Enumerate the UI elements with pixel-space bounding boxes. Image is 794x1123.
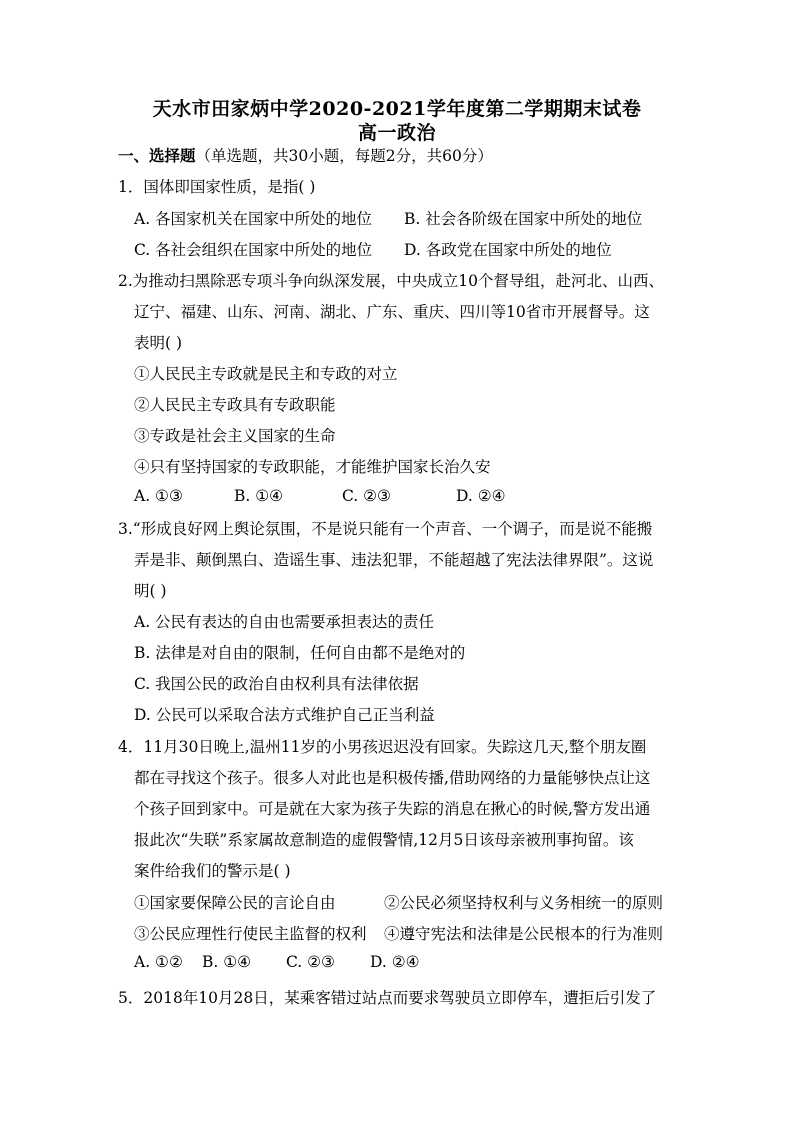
q3-option-d: D. 公民可以采取合法方式维护自己正当利益	[134, 706, 435, 724]
q3-stem-line3: 明( )	[134, 582, 167, 600]
q2-option-c: C. ②③	[342, 487, 391, 505]
q4-statements-row2	[134, 922, 694, 944]
q3-stem-line1: 3.“形成良好网上舆论氛围，不是说只能有一个声音、一个调子，而是说不能搬	[118, 520, 653, 538]
q1-stem: 1．国体即国家性质，是指( )	[118, 178, 316, 196]
q2-statement-2: ②人民民主专政具有专政职能	[134, 396, 336, 414]
q2-stem-line2: 辽宁、福建、山东、河南、湖北、广东、重庆、四川等10省市开展督导。这	[134, 303, 650, 321]
q2-statement-4: ④只有坚持国家的专政职能，才能维护国家长治久安	[134, 458, 491, 476]
q2-option-a: A. ①③	[134, 487, 183, 505]
q4-option-b: B. ①④	[202, 953, 252, 971]
q4-stem-line4: 报此次“失联”系家属故意制造的虚假警情,12月5日该母亲被刑事拘留。该	[134, 831, 634, 849]
q1-options-row1	[134, 207, 694, 229]
section-note: （单选题，共30小题，每题2分，共60分）	[195, 147, 493, 165]
q1-option-b: B. 社会各阶级在国家中所处的地位	[404, 210, 643, 228]
q4-statement-2: ②公民必须坚持权利与义务相统一的原则	[384, 894, 664, 912]
q4-stem-line5: 案件给我们的警示是( )	[134, 862, 291, 880]
q1-option-a: A. 各国家机关在国家中所处的地位	[134, 210, 373, 228]
q2-stem-line1: 2.为推动扫黑除恶专项斗争向纵深发展，中央成立10个督导组，赴河北、山西、	[118, 272, 665, 290]
q4-statement-4: ④遵守宪法和法律是公民根本的行为准则	[384, 925, 664, 943]
q2-statement-3: ③专政是社会主义国家的生命	[134, 427, 336, 445]
q3-option-c: C. 我国公民的政治自由权利具有法律依据	[134, 675, 419, 693]
q2-stem-line3: 表明( )	[134, 334, 183, 352]
q4-stem-line2: 都在寻找这个孩子。很多人对此也是积极传播,借助网络的力量能够快点让这	[134, 769, 651, 787]
q4-options	[134, 953, 454, 975]
exam-subtitle: 高一政治	[357, 122, 436, 144]
q4-option-a: A. ①②	[134, 953, 183, 971]
q4-statement-1: ①国家要保障公民的言论自由	[134, 894, 336, 912]
q3-option-a: A. 公民有表达的自由也需要承担表达的责任	[134, 613, 435, 631]
exam-title: 天水市田家炳中学2020-2021学年度第二学期期末试卷	[152, 98, 642, 120]
q3-stem-line2: 弄是非、颠倒黑白、造谣生事、违法犯罪，不能超越了宪法法律界限”。这说	[134, 551, 654, 569]
q4-stem-line1: 4．11月30日晚上,温州11岁的小男孩迟迟没有回家。失踪这几天,整个朋友圈	[118, 738, 647, 756]
q2-options	[134, 487, 554, 509]
q2-option-b: B. ①④	[234, 487, 284, 505]
q4-statements-row1	[134, 891, 694, 913]
q1-option-c: C. 各社会组织在国家中所处的地位	[134, 241, 373, 259]
q4-option-d: D. ②④	[370, 953, 420, 971]
q2-option-d: D. ②④	[456, 487, 506, 505]
q3-option-b: B. 法律是对自由的限制，任何自由都不是绝对的	[134, 644, 466, 662]
q4-option-c: C. ②③	[286, 953, 335, 971]
q2-statement-1: ①人民民主专政就是民主和专政的对立	[134, 365, 398, 383]
q4-stem-line3: 个孩子回到家中。可是就在大家为孩子失踪的消息在揪心的时候,警方发出通	[134, 800, 651, 818]
q1-option-d: D. 各政党在国家中所处的地位	[404, 241, 612, 259]
section-heading	[118, 145, 493, 167]
q4-statement-3: ③公民应理性行使民主监督的权利	[134, 925, 367, 943]
q1-options-row2	[134, 238, 694, 260]
q5-stem-line1: 5．2018年10月28日，某乘客错过站点而要求驾驶员立即停车，遭拒后引发了	[118, 989, 657, 1007]
section-label: 一、选择题	[118, 146, 196, 165]
